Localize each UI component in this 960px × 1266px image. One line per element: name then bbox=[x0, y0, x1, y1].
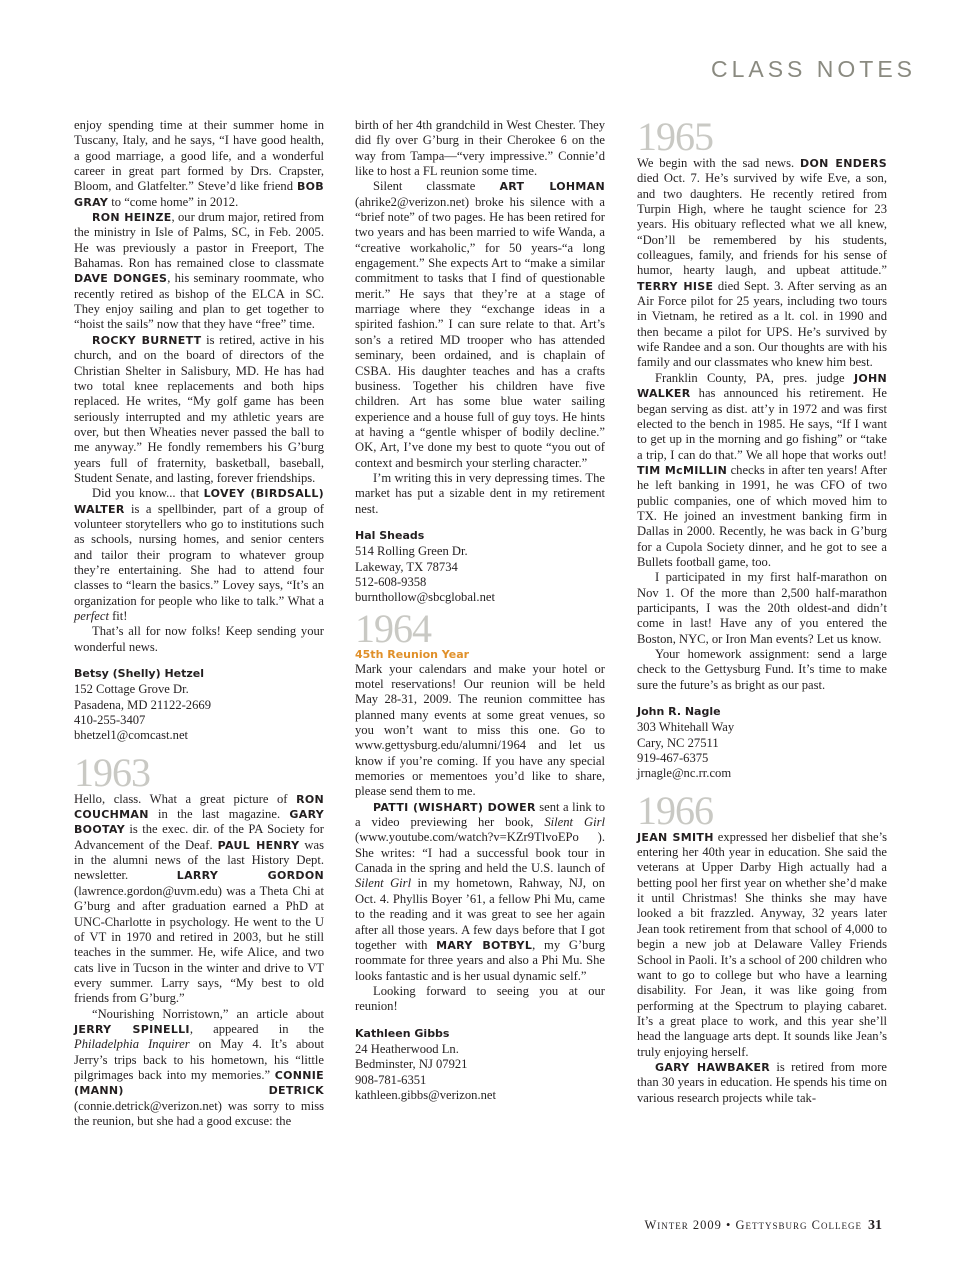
email-link[interactable]: kathleen.gibbs@verizon.net bbox=[355, 1087, 496, 1102]
italic-title: Philadelphia Inquirer bbox=[74, 1037, 190, 1052]
classmate-name: JERRY SPINELLI bbox=[74, 1022, 190, 1036]
city-state-zip: Cary, NC 27511 bbox=[637, 735, 719, 750]
classmate-name: TERRY HISE bbox=[637, 279, 714, 293]
address-line: 152 Cottage Grove Dr. bbox=[74, 682, 189, 697]
class-year-heading: 1966 bbox=[637, 787, 713, 833]
classmate-name: TIM McMILLIN bbox=[637, 463, 728, 477]
classmate-name: PATTI (WISHART) DOWER bbox=[373, 800, 536, 814]
classmate-name: DAVE DONGES bbox=[74, 272, 168, 286]
page-footer bbox=[644, 1218, 882, 1234]
class-correspondent-contact bbox=[355, 1026, 605, 1104]
address-line: 303 Whitehall Way bbox=[637, 720, 735, 735]
city-state-zip: Bedminster, NJ 07921 bbox=[355, 1057, 468, 1072]
phone: 410-255-3407 bbox=[74, 713, 146, 728]
classmate-name: JEAN SMITH bbox=[637, 830, 714, 844]
phone: 919-467-6375 bbox=[637, 751, 709, 766]
italic-title: Silent Girl bbox=[544, 815, 605, 830]
paragraph: enjoy spending time at their summer home in Tuscany, Italy, and he says, “I have good health, a good marriage, a good life, and a wonderful career in great part formed by Drs. Crapster, Bloom, and Glatfelter.” Steve’d like friend BOB GRAY to “come home” in 2012. bbox=[74, 118, 324, 209]
column-2 bbox=[355, 118, 605, 1103]
email-link[interactable]: bhetzel1@comcast.net bbox=[74, 728, 189, 743]
paragraph: Mark your calendars and make your hotel or motel reservations! Our reunion will be held May 28-31, 2009. The reunion committee has planned many events at some great venues, so you won’t want to miss this one. Go to www.gettysburg.edu/alumni/1964 and let us know if you’re coming. If you have any special memories or mementoes you’d like to share, please send them to me. bbox=[355, 661, 605, 799]
italic-title: perfect bbox=[74, 609, 109, 623]
correspondent-name: John R. Nagle bbox=[637, 705, 721, 719]
paragraph: JEAN SMITH expressed her disbelief that she’s entering her 40th year in education. She said the veterans at Upper Darby High actually had a betting pool her first year on whether she’d make it until Christmas! She thinks she may have looked a bit frazzled. Anyway, 32 years later Jean took retirement from that school of 4,000 to begin a new job at Delaware Valley Friends School in Paoli. It’s a school of 200 children who want to go to college but who have a learning disability. For Jean, it was like going from performing at the Spectrum to playing cabaret. It’s a great place to work, and this year she’ll head the language arts dept. It sounds like Jean’s truly enjoying herself. bbox=[637, 829, 887, 1059]
paragraph: I’m writing this in very depressing times. The market has put a sizable dent in my retirement nest. bbox=[355, 470, 605, 516]
paragraph: RON HEINZE, our drum major, retired from the ministry in Isle of Palms, SC, in Feb. 2005. He was previously a pastor in Freeport, The Bahamas. Ron has remained close to classmate DAVE DONGES, his seminary roommate, who recently retired as bishop of the ELCA in SC. They enjoy sailing and plan to get together to “hoist the sails” now that they have “free” time. bbox=[74, 210, 325, 332]
classmate-name: RON COUCHMAN bbox=[74, 792, 324, 822]
email-link[interactable]: jrnagle@nc.rr.com bbox=[637, 766, 732, 781]
classmate-name: ART LOHMAN bbox=[499, 180, 605, 194]
classmate-name: BOB GRAY bbox=[74, 180, 324, 209]
phone: 908-781-6351 bbox=[355, 1072, 427, 1087]
class-year-heading: 1965 bbox=[637, 114, 713, 159]
phone: 512-608-9358 bbox=[355, 574, 427, 589]
classmate-name: LARRY GORDON bbox=[176, 869, 324, 883]
paragraph: That’s all for now folks! Keep sending your wonderful news. bbox=[74, 624, 324, 654]
column-1 bbox=[74, 118, 324, 1129]
class-year-heading: 1964 bbox=[355, 605, 431, 651]
correspondent-name: Betsy (Shelly) Hetzel bbox=[74, 667, 205, 681]
address-line: 514 Rolling Green Dr. bbox=[355, 544, 468, 559]
paragraph: Hello, class. What a great picture of RON COUCHMAN in the last magazine. GARY BOOTAY is the exec. dir. of the PA Society for Advancement of the Deaf. PAUL HENRY was in the alumni news of the last History Dept. newsletter. LARRY GORDON (lawrence.gordon@uvm.edu) was a Theta Chi at G’burg and after graduation earned a PhD at UNC-Charlotte in psychology. He went to the U of VT in 1970 and retired in 2003, but he still teaches in the summer. He, wife Alice, and two cats live in Tucson in the winter and drive to VT every summer. Larry says, “My best to old friends from G’burg.” bbox=[74, 791, 324, 1006]
classmate-name: PAUL HENRY bbox=[217, 838, 300, 852]
class-correspondent-contact bbox=[637, 704, 887, 782]
footer-publication: Winter 2009 • Gettysburg College bbox=[644, 1218, 862, 1232]
correspondent-name: Hal Sheads bbox=[355, 528, 425, 542]
class-correspondent-contact bbox=[355, 528, 605, 606]
column-3 bbox=[637, 114, 888, 1106]
paragraph: We begin with the sad news. DON ENDERS died Oct. 7. He’s survived by wife Eve, a son, and two daughters. He recently retired from Turpin High, where he taught science for 23 years. His obituary reflected what we all knew, “Don’ll be remembered by his students, colleagues, family, and friends for his sense of humor, hearty laugh, and upbeat attitude.” TERRY HISE died Sept. 3. After serving as an Air Force pilot for 25 years, including two tours in Vietnam, he retired as a lt. col. in 1990 and then became a pilot for UPS. He’s survived by wife Randee and a son. Our thoughts are with his family and our classmates who knew him best. bbox=[637, 156, 887, 370]
correspondent-name: Kathleen Gibbs bbox=[355, 1026, 450, 1040]
paragraph: Your homework assignment: send a large check to the Gettysburg Fund. It’s time to make sure the future’s as bright as our past. bbox=[637, 647, 887, 692]
classmate-name: JOHN WALKER bbox=[637, 371, 887, 401]
reunion-subheading: 45th Reunion Year bbox=[355, 647, 470, 661]
classmate-name: DON ENDERS bbox=[800, 157, 887, 170]
paragraph: ROCKY BURNETT is retired, active in his church, and on the board of directors of the Christian Shelter in Salisbury, MD. He has had two total knee replacements and both hips replaced. He writes, “My golf game has been seriously interrupted and my athletic years are over, but then Wheaties never passed the ball to me anyway.” He fondly remembers his G’burg years full of fraternity, basketball, baseball, Student Senate, and lasting, forever friendships. bbox=[74, 332, 324, 485]
city-state-zip: Pasadena, MD 21122-2669 bbox=[74, 697, 211, 712]
paragraph: Did you know... that LOVEY (BIRDSALL) WALTER is a spellbinder, part of a group of volunteer storytellers who go to institutions such as schools, nursing homes, and senior centers and tailor their program to whatever group they’re entertaining. She had to attend four classes to “learn the basics.” Lovey says, “It’s an organization for people who like to talk.” What a perfect fit! bbox=[74, 486, 325, 623]
email-link[interactable]: burnthollow@sbcglobal.net bbox=[355, 590, 495, 605]
classmate-name: MARY BOTBYL bbox=[436, 938, 533, 952]
city-state-zip: Lakeway, TX 78734 bbox=[355, 559, 458, 574]
page-number: 31 bbox=[868, 1218, 882, 1233]
classmate-name: LOVEY (BIRDSALL) WALTER bbox=[74, 487, 325, 516]
paragraph: Silent classmate ART LOHMAN (ahrike2@verizon.net) broke his silence with a “brief note” of two pages. He has been retired for two years and has been married to wife Wanda, a “creative workaholic,” for 50 years-“a long engagement.” She expects Art to “make a similar commitment to tasks that I find of questionable merit.” He says that they’re at a stage of marriage where they “exchange ideas in a spirited fashion.” I can sure relate to that. Art’s son’s a retired MD trooper who has attended seminary, been ordained, and is chaplain of CSBA. His daughter teaches and has a crafts business. Together his children have five children. Art has some blue water sailing experience and a house full of guy toys. He hints at having a “gentle whisper of bodily decline.” OK, Art, I’ve done my best to quote “you out of context and besmirch your sterling character.” bbox=[355, 179, 605, 470]
address-line: 24 Heatherwood Ln. bbox=[355, 1041, 459, 1056]
classmate-name: CONNIE (MANN) DETRICK bbox=[74, 1068, 324, 1098]
classmate-name: GARY BOOTAY bbox=[74, 808, 324, 837]
paragraph: PATTI (WISHART) DOWER sent a link to a video previewing her book, Silent Girl (www.youtube.com/watch?v=KZr9TlvoEPo ). She writes: “I had a successful book tour in Canada in the spring and held the U.S. launch of Silent Girl in my hometown, Rahway, NJ, on Oct. 4. Phyllis Boyer ’61, a fellow Phi Mu, came to the reading and it was great to see her again after all those years. A few days before that I got together with MARY BOTBYL, my G’burg roommate for three years and also a Phi Mu. She looks fantastic and is her usual dynamic self.” bbox=[355, 799, 605, 983]
italic-title: Silent Girl bbox=[355, 876, 412, 891]
paragraph: Looking forward to seeing you at our reunion! bbox=[355, 983, 605, 1014]
paragraph: Franklin County, PA, pres. judge JOHN WALKER has announced his retirement. He began serving as dist. att’y in 1972 and was first elected to the bench in 1985. He says, “If I want to get up in the morning and go fishing” or “take a trip, I can do that.” We all hope that works out! TIM McMILLIN checks in after ten years! After he left banking in 1991, he was CFO of two public companies, one of which moved him to TX. He joined an investment banking firm in Dallas in 2000. Recently, he was back in G’burg for a Cupola Society dinner, and he got to see a Bullets football game, too. bbox=[637, 370, 888, 569]
classmate-name: GARY HAWBAKER bbox=[655, 1060, 771, 1074]
class-year-heading: 1963 bbox=[74, 749, 150, 795]
paragraph: I participated in my first half-marathon on Nov 1. Of the more than 2,500 half-marathon participants, I was the 20th oldest-and didn’t come in last! Have any of you entered the Boston, NYC, or Iron Man events? Let us know. bbox=[637, 570, 887, 646]
paragraph: “Nourishing Norristown,” an article about JERRY SPINELLI, appeared in the Philadelphia Inquirer on May 4. It’s about Jerry’s trips back to his hometown, his “little pilgrimages back into my memories.” CONNIE (MANN) DETRICK (connie.detrick@verizon.net) was sorry to miss the reunion, but she had a good excuse: the bbox=[74, 1006, 325, 1128]
section-label: CLASS NOTES bbox=[710, 56, 916, 82]
class-correspondent-contact bbox=[74, 666, 324, 744]
paragraph: GARY HAWBAKER is retired from more than 30 years in education. He spends his time on various research projects while tak- bbox=[637, 1059, 887, 1105]
classmate-name: RON HEINZE bbox=[92, 211, 172, 225]
paragraph: birth of her 4th grandchild in West Chester. They did fly over G’burg in their Cherokee 6 on the way from Tampa—“very impressive.” Connie’d like to host a FL reunion some time. bbox=[355, 118, 605, 179]
classmate-name: ROCKY BURNETT bbox=[92, 333, 202, 347]
